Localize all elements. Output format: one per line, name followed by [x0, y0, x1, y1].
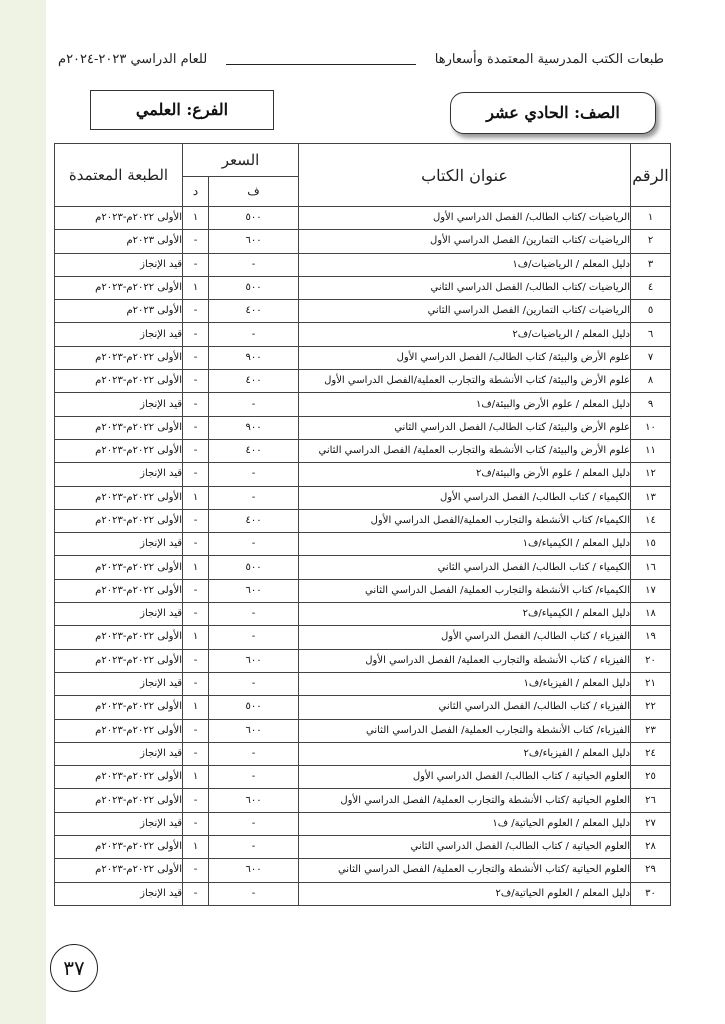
book-title: دليل المعلم / الرياضيات/ف١ — [299, 253, 631, 276]
price-fils: ٤٠٠ — [209, 439, 299, 462]
row-number: ١٤ — [631, 509, 671, 532]
edition: قيد الإنجاز — [55, 463, 183, 486]
table-row — [55, 766, 671, 789]
edition: قيد الإنجاز — [55, 603, 183, 626]
book-title: علوم الأرض والبيئة/ كتاب الطالب/ الفصل الدراسي الثاني — [299, 416, 631, 439]
price-fils: ٦٠٠ — [209, 859, 299, 882]
header-edition: الطبعة المعتمدة — [55, 144, 183, 207]
row-number: ٢٧ — [631, 812, 671, 835]
table-row — [55, 253, 671, 276]
edition: الأولى ٢٠٢٢م-٢٠٢٣م — [55, 207, 183, 230]
page-number: ٣٧ — [50, 944, 98, 992]
price-fils: ٥٠٠ — [209, 696, 299, 719]
book-title: علوم الأرض والبيئة/ كتاب الأنشطة والتجارب العملية/الفصل الدراسي الأول — [299, 370, 631, 393]
row-number: ١٠ — [631, 416, 671, 439]
header-rule — [226, 64, 416, 65]
table-row — [55, 300, 671, 323]
row-number: ١٩ — [631, 626, 671, 649]
price-dinar: ١ — [183, 486, 209, 509]
book-title: دليل المعلم / الرياضيات/ف٢ — [299, 323, 631, 346]
row-number: ٢٣ — [631, 719, 671, 742]
price-dinar: - — [183, 812, 209, 835]
row-number: ١١ — [631, 439, 671, 462]
price-dinar: ١ — [183, 766, 209, 789]
edition: الأولى ٢٠٢٢م-٢٠٢٣م — [55, 789, 183, 812]
price-fils: - — [209, 253, 299, 276]
row-number: ٢ — [631, 230, 671, 253]
table-row — [55, 649, 671, 672]
row-number: ١٣ — [631, 486, 671, 509]
price-fils: - — [209, 323, 299, 346]
price-fils: - — [209, 533, 299, 556]
price-dinar: - — [183, 649, 209, 672]
header-number: الرقم — [631, 144, 671, 207]
price-dinar: - — [183, 579, 209, 602]
edition: الأولى ٢٠٢٢م-٢٠٢٣م — [55, 766, 183, 789]
book-title: العلوم الحياتية / كتاب الطالب/ الفصل الدراسي الأول — [299, 766, 631, 789]
table-row — [55, 556, 671, 579]
table-row — [55, 719, 671, 742]
price-dinar: ١ — [183, 276, 209, 299]
price-fils: ٥٠٠ — [209, 207, 299, 230]
row-number: ٣ — [631, 253, 671, 276]
row-number: ٢٩ — [631, 859, 671, 882]
table-row — [55, 672, 671, 695]
price-fils: ٦٠٠ — [209, 579, 299, 602]
header-fils: ف — [209, 176, 299, 206]
book-title: علوم الأرض والبيئة/ كتاب الطالب/ الفصل الدراسي الأول — [299, 346, 631, 369]
price-dinar: ١ — [183, 836, 209, 859]
price-dinar: ١ — [183, 696, 209, 719]
edition: الأولى ٢٠٢٣م — [55, 230, 183, 253]
row-number: ٩ — [631, 393, 671, 416]
edition: قيد الإنجاز — [55, 393, 183, 416]
edition: الأولى ٢٠٢٢م-٢٠٢٣م — [55, 346, 183, 369]
table-row — [55, 836, 671, 859]
edition: الأولى ٢٠٢٢م-٢٠٢٣م — [55, 859, 183, 882]
table-row — [55, 276, 671, 299]
class-label-box: الصف: الحادي عشر — [450, 92, 656, 134]
price-fils: ٩٠٠ — [209, 346, 299, 369]
book-title: دليل المعلم / العلوم الحياتية/ف٢ — [299, 882, 631, 905]
edition: قيد الإنجاز — [55, 882, 183, 905]
edition: الأولى ٢٠٢٢م-٢٠٢٣م — [55, 370, 183, 393]
price-dinar: - — [183, 742, 209, 765]
price-fils: - — [209, 486, 299, 509]
book-title: الكيمياء / كتاب الطالب/ الفصل الدراسي الثاني — [299, 556, 631, 579]
table-row — [55, 393, 671, 416]
edition: قيد الإنجاز — [55, 742, 183, 765]
price-dinar: - — [183, 882, 209, 905]
book-title: دليل المعلم / العلوم الحياتية/ ف١ — [299, 812, 631, 835]
table-row — [55, 486, 671, 509]
edition: الأولى ٢٠٢٢م-٢٠٢٣م — [55, 439, 183, 462]
book-title: دليل المعلم / الكيمياء/ف١ — [299, 533, 631, 556]
table-row — [55, 370, 671, 393]
price-fils: ٥٠٠ — [209, 276, 299, 299]
table-row — [55, 439, 671, 462]
row-number: ١٦ — [631, 556, 671, 579]
row-number: ٢٤ — [631, 742, 671, 765]
branch-label-box: الفرع: العلمي — [90, 90, 274, 130]
edition: قيد الإنجاز — [55, 812, 183, 835]
header-title: طبعات الكتب المدرسية المعتمدة وأسعارها — [434, 52, 664, 67]
table-row — [55, 789, 671, 812]
book-title: العلوم الحياتية / كتاب الطالب/ الفصل الدراسي الثاني — [299, 836, 631, 859]
price-dinar: - — [183, 439, 209, 462]
price-dinar: - — [183, 789, 209, 812]
edition: الأولى ٢٠٢٢م-٢٠٢٣م — [55, 486, 183, 509]
table-row — [55, 533, 671, 556]
book-title: الرياضيات /كتاب الطالب/ الفصل الدراسي الأول — [299, 207, 631, 230]
price-fils: - — [209, 742, 299, 765]
price-fils: ٤٠٠ — [209, 509, 299, 532]
price-fils: - — [209, 626, 299, 649]
header-dinar: د — [183, 176, 209, 206]
price-fils: - — [209, 836, 299, 859]
running-header — [58, 46, 664, 74]
edition: الأولى ٢٠٢٢م-٢٠٢٣م — [55, 696, 183, 719]
price-fils: ٦٠٠ — [209, 649, 299, 672]
row-number: ١٢ — [631, 463, 671, 486]
book-title: الفيزياء / كتاب الأنشطة والتجارب العملية/ الفصل الدراسي الأول — [299, 649, 631, 672]
price-dinar: - — [183, 346, 209, 369]
book-title: الرياضيات /كتاب التمارين/ الفصل الدراسي الأول — [299, 230, 631, 253]
price-dinar: - — [183, 533, 209, 556]
price-dinar: - — [183, 463, 209, 486]
edition: قيد الإنجاز — [55, 253, 183, 276]
price-fils: - — [209, 393, 299, 416]
price-dinar: - — [183, 672, 209, 695]
row-number: ٣٠ — [631, 882, 671, 905]
table-row — [55, 882, 671, 905]
row-number: ٤ — [631, 276, 671, 299]
header-title-column: عنوان الكتاب — [299, 144, 631, 207]
edition: الأولى ٢٠٢٢م-٢٠٢٣م — [55, 649, 183, 672]
price-dinar: - — [183, 416, 209, 439]
price-dinar: - — [183, 393, 209, 416]
header-price: السعر — [183, 144, 299, 177]
edition: قيد الإنجاز — [55, 323, 183, 346]
price-fils: ٩٠٠ — [209, 416, 299, 439]
edition: الأولى ٢٠٢٢م-٢٠٢٣م — [55, 836, 183, 859]
edition: الأولى ٢٠٢٢م-٢٠٢٣م — [55, 509, 183, 532]
price-dinar: - — [183, 603, 209, 626]
price-dinar: - — [183, 323, 209, 346]
header-year: للعام الدراسي ٢٠٢٣-٢٠٢٤م — [58, 52, 208, 67]
price-fils: ٤٠٠ — [209, 370, 299, 393]
row-number: ٦ — [631, 323, 671, 346]
edition: الأولى ٢٠٢٢م-٢٠٢٣م — [55, 579, 183, 602]
price-dinar: ١ — [183, 556, 209, 579]
book-title: الكيمياء / كتاب الطالب/ الفصل الدراسي الأول — [299, 486, 631, 509]
table-row — [55, 696, 671, 719]
table-row — [55, 463, 671, 486]
book-title: العلوم الحياتية /كتاب الأنشطة والتجارب العملية/ الفصل الدراسي الثاني — [299, 859, 631, 882]
book-title: الكيمياء/ كتاب الأنشطة والتجارب العملية/الفصل الدراسي الأول — [299, 509, 631, 532]
price-dinar: - — [183, 370, 209, 393]
edition: الأولى ٢٠٢٣م — [55, 300, 183, 323]
books-table — [54, 143, 671, 906]
price-fils: ٦٠٠ — [209, 230, 299, 253]
page-margin-strip — [0, 0, 46, 1024]
book-title: الفيزياء / كتاب الطالب/ الفصل الدراسي الأول — [299, 626, 631, 649]
price-fils: - — [209, 766, 299, 789]
table-row — [55, 346, 671, 369]
price-dinar: - — [183, 300, 209, 323]
table-row — [55, 812, 671, 835]
price-dinar: - — [183, 253, 209, 276]
book-title: الفيزياء/ كتاب الأنشطة والتجارب العملية/ الفصل الدراسي الثاني — [299, 719, 631, 742]
row-number: ٢١ — [631, 672, 671, 695]
row-number: ٥ — [631, 300, 671, 323]
book-title: دليل المعلم / علوم الأرض والبيئة/ف١ — [299, 393, 631, 416]
price-dinar: ١ — [183, 207, 209, 230]
price-dinar: - — [183, 859, 209, 882]
book-title: الرياضيات /كتاب الطالب/ الفصل الدراسي الثاني — [299, 276, 631, 299]
row-number: ١ — [631, 207, 671, 230]
row-number: ٧ — [631, 346, 671, 369]
edition: الأولى ٢٠٢٢م-٢٠٢٣م — [55, 626, 183, 649]
edition: الأولى ٢٠٢٢م-٢٠٢٣م — [55, 719, 183, 742]
price-dinar: - — [183, 230, 209, 253]
price-fils: ٦٠٠ — [209, 719, 299, 742]
price-dinar: - — [183, 719, 209, 742]
price-fils: ٤٠٠ — [209, 300, 299, 323]
price-fils: - — [209, 882, 299, 905]
book-title: دليل المعلم / الفيزياء/ف١ — [299, 672, 631, 695]
book-title: الكيمياء/ كتاب الأنشطة والتجارب العملية/ الفصل الدراسي الثاني — [299, 579, 631, 602]
table-row — [55, 509, 671, 532]
price-fils: ٦٠٠ — [209, 789, 299, 812]
row-number: ٢٢ — [631, 696, 671, 719]
edition: الأولى ٢٠٢٢م-٢٠٢٣م — [55, 416, 183, 439]
price-dinar: ١ — [183, 626, 209, 649]
price-dinar: - — [183, 509, 209, 532]
book-title: العلوم الحياتية /كتاب الأنشطة والتجارب العملية/ الفصل الدراسي الأول — [299, 789, 631, 812]
price-fils: - — [209, 463, 299, 486]
book-title: الفيزياء / كتاب الطالب/ الفصل الدراسي الثاني — [299, 696, 631, 719]
price-fils: - — [209, 672, 299, 695]
book-title: الرياضيات /كتاب التمارين/ الفصل الدراسي الثاني — [299, 300, 631, 323]
edition: الأولى ٢٠٢٢م-٢٠٢٣م — [55, 556, 183, 579]
table-row — [55, 416, 671, 439]
table-row — [55, 323, 671, 346]
row-number: ٢٦ — [631, 789, 671, 812]
table-row — [55, 859, 671, 882]
table-row — [55, 230, 671, 253]
edition: الأولى ٢٠٢٢م-٢٠٢٣م — [55, 276, 183, 299]
table-row — [55, 742, 671, 765]
book-title: دليل المعلم / الكيمياء/ف٢ — [299, 603, 631, 626]
row-number: ٢٠ — [631, 649, 671, 672]
row-number: ١٥ — [631, 533, 671, 556]
edition: قيد الإنجاز — [55, 533, 183, 556]
table-row — [55, 579, 671, 602]
book-title: دليل المعلم / علوم الأرض والبيئة/ف٢ — [299, 463, 631, 486]
row-number: ١٨ — [631, 603, 671, 626]
price-fils: - — [209, 812, 299, 835]
price-fils: - — [209, 603, 299, 626]
book-title: علوم الأرض والبيئة/ كتاب الأنشطة والتجارب العملية/ الفصل الدراسي الثاني — [299, 439, 631, 462]
row-number: ٢٥ — [631, 766, 671, 789]
book-title: دليل المعلم / الفيزياء/ف٢ — [299, 742, 631, 765]
price-fils: ٥٠٠ — [209, 556, 299, 579]
edition: قيد الإنجاز — [55, 672, 183, 695]
table-row — [55, 626, 671, 649]
table-row — [55, 603, 671, 626]
table-row — [55, 207, 671, 230]
row-number: ٨ — [631, 370, 671, 393]
row-number: ٢٨ — [631, 836, 671, 859]
row-number: ١٧ — [631, 579, 671, 602]
